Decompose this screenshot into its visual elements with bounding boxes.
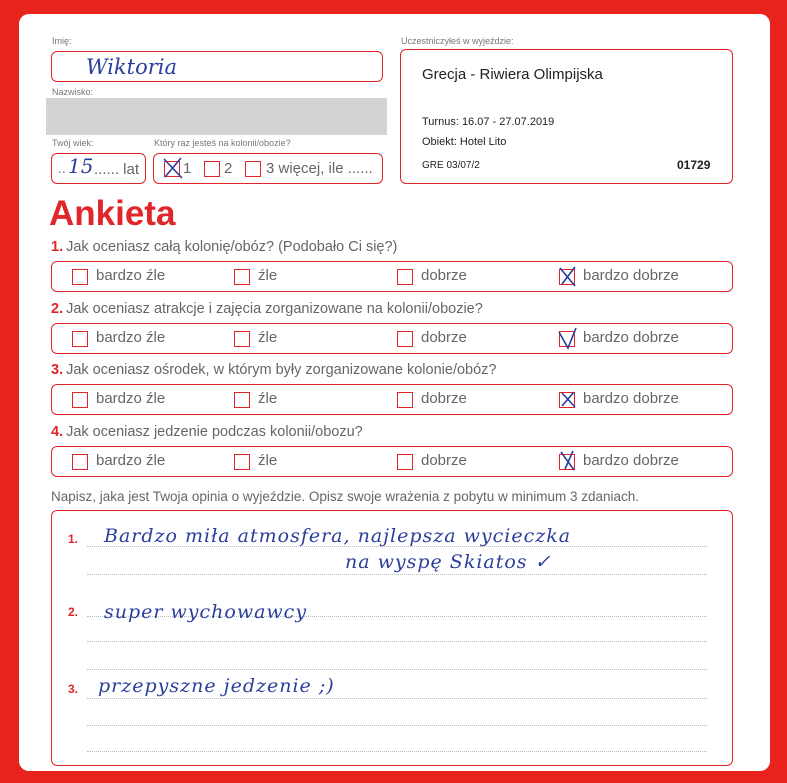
trip-code: GRE 03/07/2	[422, 160, 480, 171]
answer-row-4	[51, 446, 733, 477]
q4-checkbox-zle[interactable]	[234, 454, 250, 470]
ktory-label: Który raz jesteś na kolonii/obozie?	[154, 138, 291, 148]
option-label: źle	[258, 452, 278, 469]
check-x-icon	[557, 264, 579, 288]
option-label: bardzo źle	[96, 390, 166, 407]
q3-checkbox-dobrze[interactable]	[397, 392, 413, 408]
q4-checkbox-dobrze[interactable]	[397, 454, 413, 470]
writing-line	[87, 725, 707, 726]
q2-checkbox-dobrze[interactable]	[397, 331, 413, 347]
survey-sheet	[19, 14, 770, 771]
ktory-checkbox-1[interactable]	[164, 161, 180, 177]
q1-checkbox-dobrze[interactable]	[397, 269, 413, 285]
q3-checkbox-bardzo-dobrze[interactable]	[559, 392, 575, 408]
nazwisko-label: Nazwisko:	[52, 87, 94, 97]
wiek-suffix: ...... lat	[94, 161, 140, 178]
option-label: dobrze	[421, 267, 467, 284]
check-x-icon	[557, 387, 579, 411]
option-label: dobrze	[421, 329, 467, 346]
imie-label: Imię:	[52, 36, 72, 46]
wiek-field[interactable]	[51, 153, 146, 184]
uczestniczyles-label: Uczestniczyłeś w wyjeździe:	[401, 36, 514, 46]
q2-checkbox-bardzo-dobrze[interactable]	[559, 331, 575, 347]
q1-checkbox-bardzo-dobrze[interactable]	[559, 269, 575, 285]
opinion-box[interactable]	[51, 510, 733, 766]
opinion-prompt: Napisz, jaka jest Twoja opinia o wyjeździe. Opisz swoje wrażenia z pobytu w minimum 3 zdaniach.	[51, 489, 640, 504]
q3-checkbox-zle[interactable]	[234, 392, 250, 408]
question-text: Jak oceniasz ośrodek, w którym były zorganizowane kolonie/obóz?	[66, 362, 497, 378]
option-label: bardzo dobrze	[583, 267, 679, 284]
question-3	[51, 362, 496, 378]
option-label: bardzo dobrze	[583, 452, 679, 469]
answer-row-2	[51, 323, 733, 354]
ktory-option-2: 2	[224, 160, 233, 177]
q1-checkbox-zle[interactable]	[234, 269, 250, 285]
q4-checkbox-bardzo-dobrze[interactable]	[559, 454, 575, 470]
opinion-text-1a: Bardzo miła atmosfera, najlepsza wycieczka	[104, 525, 572, 547]
question-text: Jak oceniasz atrakcje i zajęcia zorganizowane na kolonii/obozie?	[66, 301, 483, 317]
q4-checkbox-bardzo-zle[interactable]	[72, 454, 88, 470]
option-label: bardzo źle	[96, 267, 166, 284]
opinion-text-2: super wychowawcy	[104, 601, 308, 623]
option-label: dobrze	[421, 452, 467, 469]
wiek-label: Twój wiek:	[52, 138, 94, 148]
imie-value: Wiktoria	[86, 55, 178, 79]
question-2	[51, 301, 483, 317]
option-label: źle	[258, 390, 278, 407]
check-x-icon	[557, 449, 579, 473]
check-mark-icon	[557, 326, 579, 350]
trip-number: 01729	[677, 158, 711, 172]
option-label: bardzo źle	[96, 329, 166, 346]
survey-title: Ankieta	[49, 194, 176, 233]
option-label: źle	[258, 267, 278, 284]
ktory-option-1: 1	[183, 160, 192, 177]
q1-checkbox-bardzo-zle[interactable]	[72, 269, 88, 285]
nazwisko-redacted	[46, 98, 387, 135]
option-label: bardzo źle	[96, 452, 166, 469]
opinion-number-2: 2.	[68, 605, 79, 619]
opinion-number-1: 1.	[68, 532, 79, 546]
ktory-checkbox-3[interactable]	[245, 161, 261, 177]
question-text: Jak oceniasz całą kolonię/obóz? (Podobało Ci się?)	[66, 239, 398, 255]
ktory-checkbox-2[interactable]	[204, 161, 220, 177]
question-4	[51, 424, 363, 440]
question-number: 4.	[51, 424, 64, 440]
wiek-value: 15	[68, 154, 94, 178]
ktory-option-3: 3 więcej, ile ......	[266, 160, 373, 177]
check-x-icon	[162, 156, 184, 180]
option-label: źle	[258, 329, 278, 346]
ktory-field	[153, 153, 383, 184]
q2-checkbox-bardzo-zle[interactable]	[72, 331, 88, 347]
writing-line	[87, 669, 707, 670]
option-label: bardzo dobrze	[583, 329, 679, 346]
writing-line	[87, 698, 707, 699]
question-text: Jak oceniasz jedzenie podczas kolonii/obozu?	[66, 424, 363, 440]
trip-info-box	[400, 49, 733, 184]
opinion-text-1b: na wyspę Skiatos ✓	[345, 551, 552, 573]
q3-checkbox-bardzo-zle[interactable]	[72, 392, 88, 408]
q2-checkbox-zle[interactable]	[234, 331, 250, 347]
answer-row-1	[51, 261, 733, 292]
question-number: 1.	[51, 239, 64, 255]
answer-row-3	[51, 384, 733, 415]
trip-obiekt: Obiekt: Hotel Lito	[422, 136, 507, 148]
imie-field[interactable]	[51, 51, 383, 82]
wiek-prefix: ..	[58, 160, 66, 176]
trip-turnus: Turnus: 16.07 - 27.07.2019	[422, 116, 555, 128]
writing-line	[87, 751, 707, 752]
writing-line	[87, 641, 707, 642]
opinion-number-3: 3.	[68, 682, 79, 696]
opinion-text-3: przepyszne jedzenie ;)	[98, 675, 335, 697]
writing-line	[87, 574, 707, 575]
trip-title: Grecja - Riwiera Olimpijska	[422, 66, 603, 83]
question-1	[51, 239, 397, 255]
option-label: dobrze	[421, 390, 467, 407]
option-label: bardzo dobrze	[583, 390, 679, 407]
question-number: 2.	[51, 301, 64, 317]
question-number: 3.	[51, 362, 64, 378]
